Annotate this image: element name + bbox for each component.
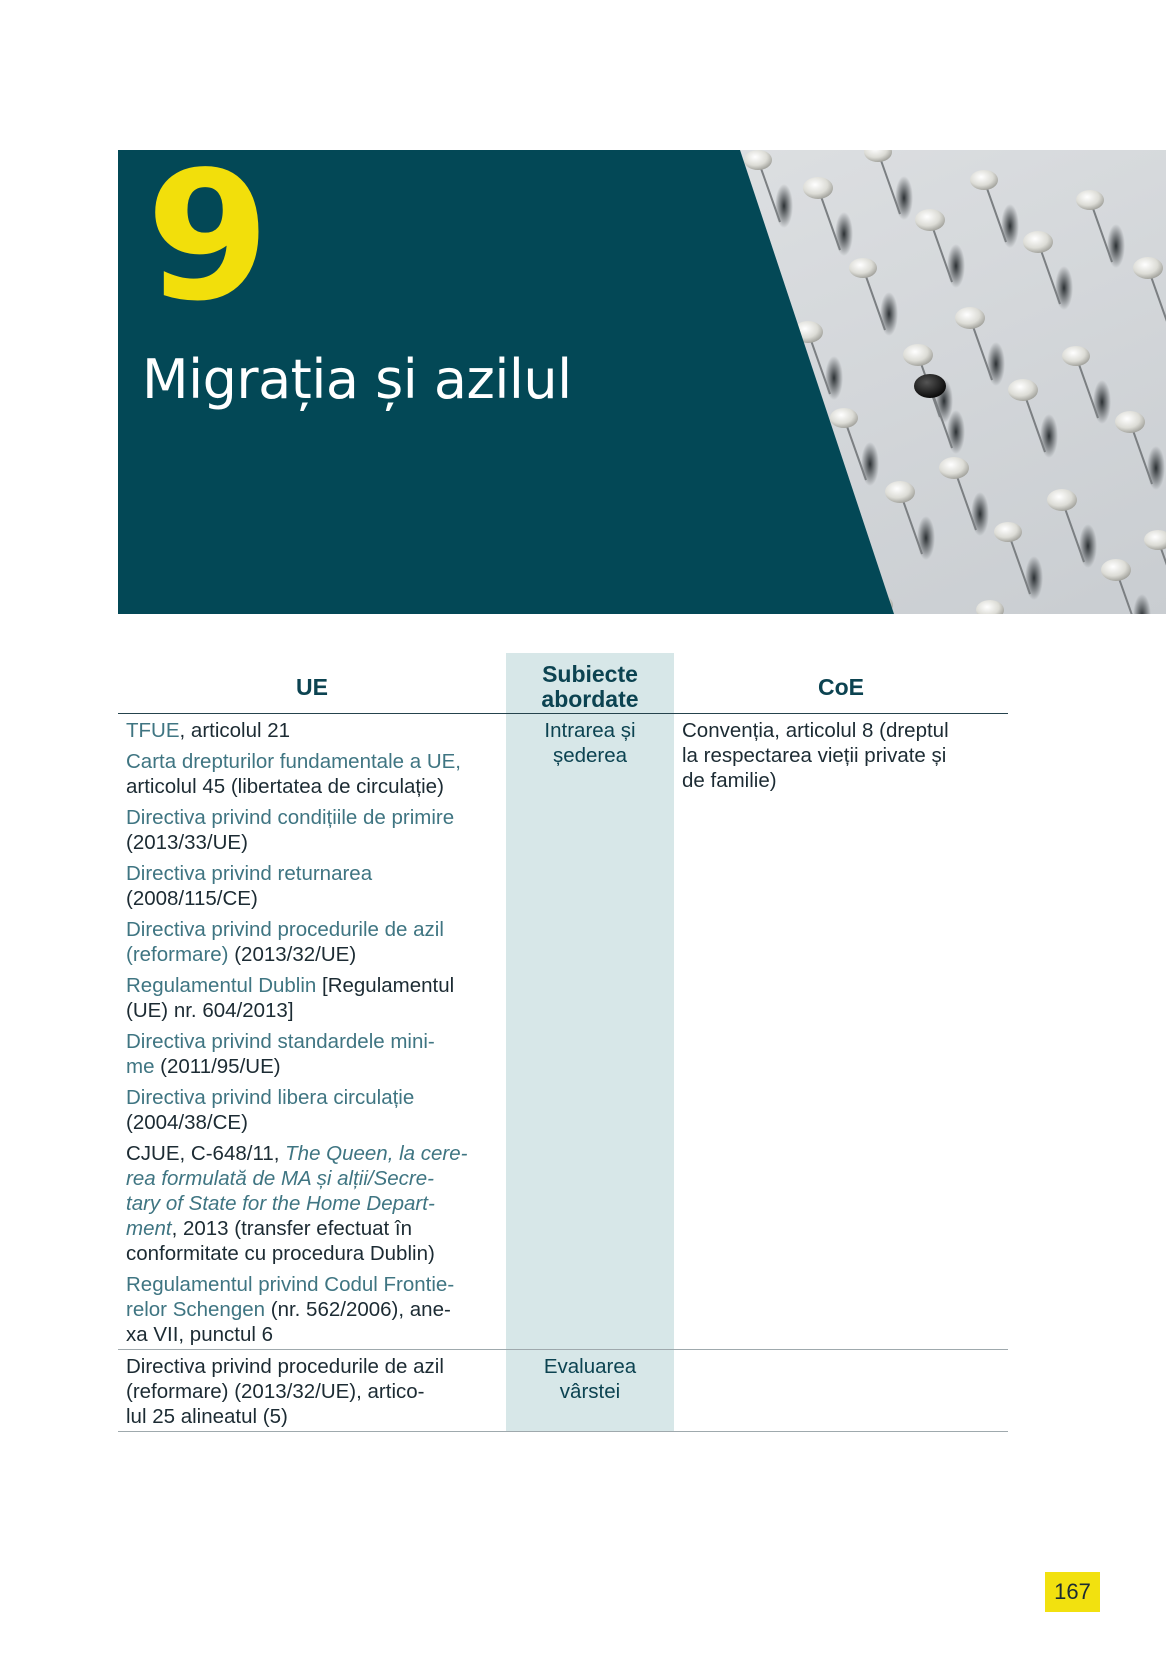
entry-text: articolul 45 (libertatea de circulație) — [126, 775, 444, 798]
ue-entry — [126, 917, 506, 967]
ue-entry — [126, 973, 506, 1023]
coe-line: de familie) — [682, 769, 777, 792]
subject-line: Evaluarea — [543, 1355, 637, 1378]
table-row — [118, 714, 1008, 1350]
topics-table — [118, 653, 1008, 1432]
ue-entry — [126, 805, 506, 855]
source-link[interactable]: TFUE — [126, 719, 180, 742]
coe-line: Convenția, articolul 8 (dreptul — [682, 719, 949, 742]
entry-text: (2011/95/UE) — [154, 1055, 281, 1078]
coe-line: la respectarea vieții private și — [682, 744, 947, 767]
source-link[interactable]: Regulamentul Dublin — [126, 974, 317, 997]
ue-line: lul 25 alineatul (5) — [126, 1405, 288, 1428]
ue-line: Directiva privind procedurile de azil — [126, 1355, 444, 1378]
entry-text: (nr. 562/2006), ane- — [265, 1298, 451, 1321]
subject-line: Intrarea și — [544, 719, 636, 742]
header-ue: UE — [296, 674, 328, 700]
source-link[interactable]: (reformare) — [126, 943, 229, 966]
subject-cell — [506, 714, 674, 1349]
entry-text: [Regulamentul — [316, 974, 455, 997]
chapter-title: Migrația și azilul — [142, 348, 572, 411]
ue-entry — [126, 1272, 506, 1347]
source-link[interactable]: relor Schengen — [126, 1298, 266, 1321]
chapter-banner — [118, 150, 1166, 614]
source-link[interactable]: rea formulată de MA și alții/Secre- — [126, 1167, 434, 1190]
source-link[interactable]: Directiva privind condițiile de primire — [126, 806, 455, 829]
source-link[interactable]: Directiva privind procedurile de azil — [126, 918, 444, 941]
entry-text: , 2013 (transfer efectuat în — [171, 1217, 413, 1240]
ue-entry — [126, 1085, 506, 1135]
header-coe: CoE — [818, 674, 864, 700]
entry-text: (2004/38/CE) — [126, 1111, 248, 1134]
chapter-number: 9 — [146, 150, 266, 340]
subject-cell — [506, 1350, 674, 1431]
entry-text: , articolul 21 — [179, 719, 291, 742]
entry-text: (2008/115/CE) — [126, 887, 258, 910]
source-link[interactable]: ment — [126, 1217, 172, 1240]
entry-text: xa VII, punctul 6 — [126, 1323, 274, 1346]
entry-text: (2013/32/UE) — [228, 943, 357, 966]
entry-text: (2013/33/UE) — [126, 831, 248, 854]
entry-text: (UE) nr. 604/2013] — [126, 999, 294, 1022]
table-row — [118, 1350, 1008, 1432]
ue-cell — [118, 714, 506, 1349]
source-link[interactable]: me — [126, 1055, 155, 1078]
ue-line: (reformare) (2013/32/UE), artico- — [126, 1380, 425, 1403]
page-number: 167 — [1045, 1572, 1100, 1612]
source-link[interactable]: Directiva privind returnarea — [126, 862, 373, 885]
source-link[interactable]: tary of State for the Home Depart- — [126, 1192, 435, 1215]
ue-cell — [118, 1350, 506, 1431]
subject-line: șederea — [552, 744, 628, 767]
source-link[interactable]: Directiva privind standardele mini- — [126, 1030, 435, 1053]
table-header — [118, 653, 1008, 714]
entry-text: conformitate cu procedura Dublin) — [126, 1242, 435, 1265]
source-link[interactable]: Regulamentul privind Codul Frontie- — [126, 1273, 455, 1296]
header-subjects-line1: Subiecte — [542, 661, 638, 687]
ue-entry — [126, 718, 506, 743]
source-link[interactable]: Directiva privind libera circulație — [126, 1086, 415, 1109]
ue-entry — [126, 861, 506, 911]
coe-cell — [674, 714, 1008, 1349]
entry-text: CJUE, C-648/11, — [126, 1142, 286, 1165]
coe-cell — [674, 1350, 1008, 1431]
source-link[interactable]: The Queen, la cere- — [285, 1142, 468, 1165]
header-subjects — [506, 653, 674, 713]
header-subjects-line2: abordate — [541, 686, 639, 712]
subject-line: vârstei — [559, 1380, 621, 1403]
ue-entry — [126, 1029, 506, 1079]
ue-entry — [126, 749, 506, 799]
ue-entry — [126, 1141, 506, 1266]
source-link[interactable]: Carta drepturilor fundamentale a UE, — [126, 750, 462, 773]
